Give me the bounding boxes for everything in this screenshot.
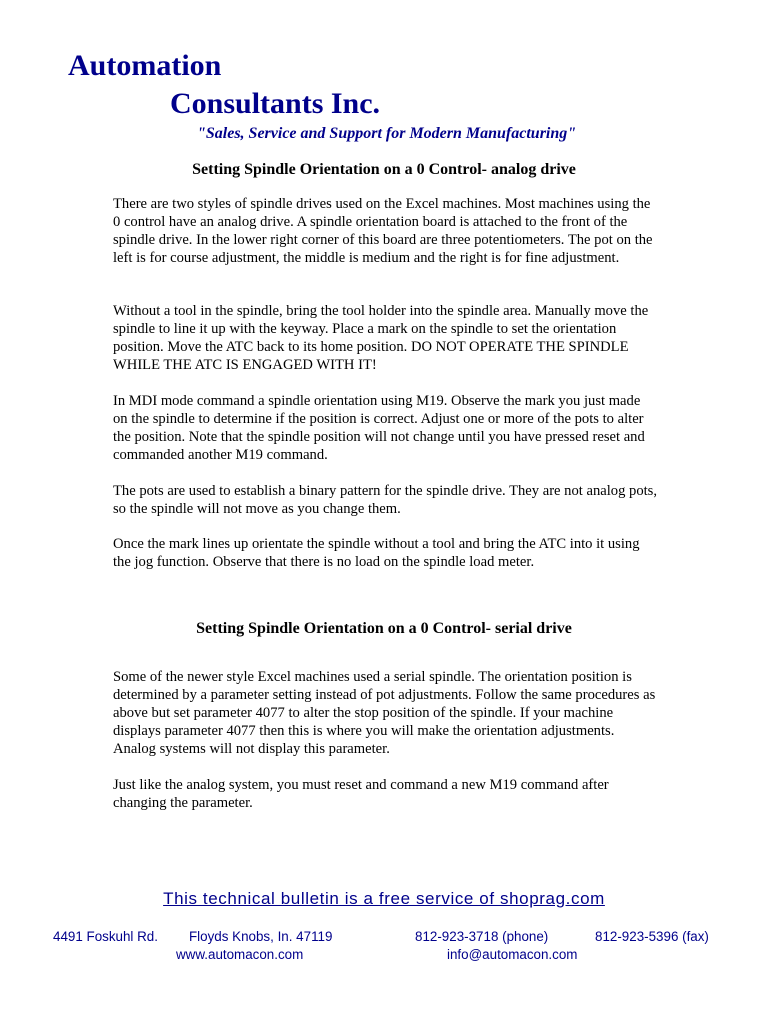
- footer-website-link[interactable]: www.automacon.com: [176, 947, 304, 962]
- tagline: "Sales, Service and Support for Modern Manufacturing": [197, 125, 577, 142]
- footer-phone: 812-923-3718 (phone): [415, 929, 549, 944]
- company-name-line2: Consultants Inc.: [170, 87, 381, 120]
- paragraph-analog-intro: There are two styles of spindle drives used on the Excel machines. Most machines using the 0 control have an analog drive. A spindle orientation board is attached to the front of the spindle drive. In the lower right corner of this board are three potentiometers. The pot on the left is for course adjustment, the middle is medium and the right is for fine adjustment.: [113, 196, 653, 266]
- paragraph-serial-reset: Just like the analog system, you must reset and command a new M19 command after changing the parameter.: [113, 777, 609, 811]
- paragraph-analog-setup: Without a tool in the spindle, bring the tool holder into the spindle area. Manually move the spindle to line it up with the keyway. Place a mark on the spindle to set the orientation position. Move the ATC back to its home position. DO NOT OPERATE THE SPINDLE WHILE THE ATC IS ENGAGED WITH IT!: [113, 303, 649, 373]
- company-name-line1: Automation: [68, 49, 222, 82]
- footer-fax: 812-923-5396 (fax): [595, 929, 709, 944]
- section-heading-serial: Setting Spindle Orientation on a 0 Control- serial drive: [196, 620, 572, 637]
- paragraph-analog-pots: The pots are used to establish a binary pattern for the spindle drive. They are not analog pots, so the spindle will not move as you change them.: [113, 483, 658, 517]
- footer-city: Floyds Knobs, In. 47119: [189, 929, 333, 944]
- bulletin-link[interactable]: This technical bulletin is a free service of shoprag.com: [163, 889, 605, 908]
- footer-street: 4491 Foskuhl Rd.: [53, 929, 158, 944]
- paragraph-analog-atc: Once the mark lines up orientate the spindle without a tool and bring the ATC into it using the jog function. Observe that there is no load on the spindle load meter.: [113, 536, 640, 570]
- section-heading-analog: Setting Spindle Orientation on a 0 Control- analog drive: [192, 161, 576, 178]
- paragraph-analog-mdi: In MDI mode command a spindle orientation using M19. Observe the mark you just made on the spindle to determine if the position is correct. Adjust one or more of the pots to alter the position. Note that the spindle position will not change until you have pressed reset and commanded another M19 command.: [113, 393, 645, 463]
- footer-email-link[interactable]: info@automacon.com: [447, 947, 578, 962]
- paragraph-serial-intro: Some of the newer style Excel machines used a serial spindle. The orientation position is determined by a parameter setting instead of pot adjustments. Follow the same procedures as above but set parameter 4077 to alter the stop position of the spindle. If your machine displays parameter 4077 then this is where you will make the orientation adjustments. Analog systems will not display this parameter.: [113, 669, 656, 757]
